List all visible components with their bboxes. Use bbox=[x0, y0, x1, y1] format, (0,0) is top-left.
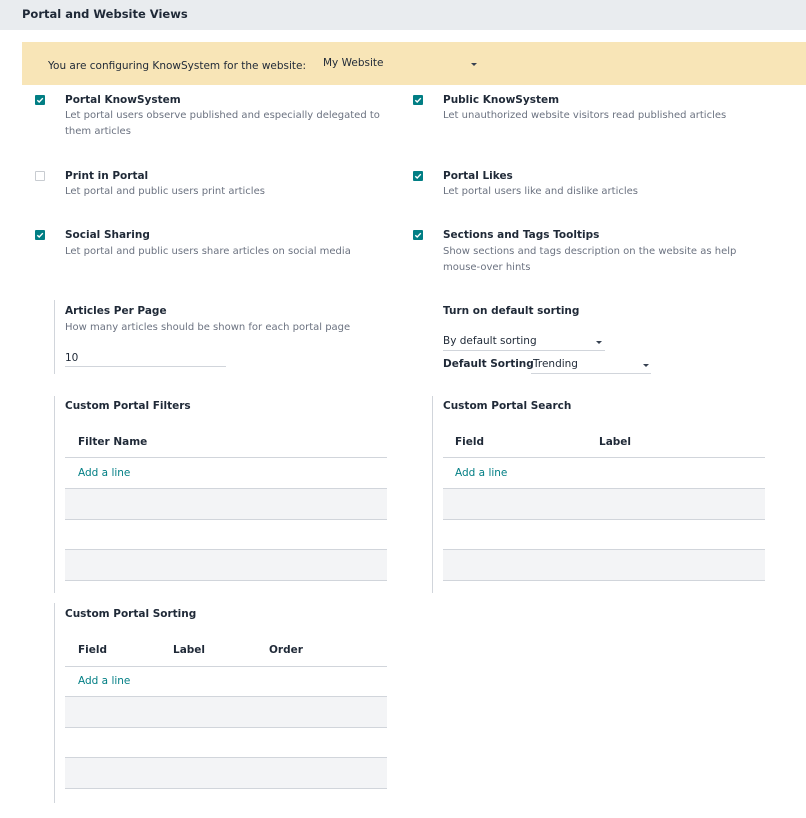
table-row bbox=[65, 758, 387, 788]
table-row bbox=[65, 489, 387, 519]
social-sharing-desc: Let portal and public users share articles on social media bbox=[65, 246, 351, 257]
check-icon bbox=[413, 95, 423, 105]
portal-knowsystem-title: Portal KnowSystem bbox=[65, 94, 181, 106]
table-row-divider bbox=[65, 580, 387, 581]
check-icon bbox=[413, 171, 423, 181]
input-underline bbox=[443, 350, 605, 351]
check-icon bbox=[35, 95, 45, 105]
checkbox-portal-knowsystem[interactable] bbox=[35, 95, 45, 105]
add-line-link[interactable]: Add a line bbox=[78, 675, 131, 687]
public-knowsystem-desc: Let unauthorized website visitors read published articles bbox=[443, 110, 727, 121]
articles-per-page-desc: How many articles should be shown for each portal page bbox=[65, 322, 351, 333]
custom-sorting-table bbox=[65, 636, 387, 789]
social-sharing-title: Social Sharing bbox=[65, 229, 150, 241]
chevron-down-icon bbox=[471, 63, 477, 66]
articles-per-page-input[interactable] bbox=[65, 350, 226, 368]
chevron-down-icon bbox=[596, 341, 602, 344]
chevron-down-icon bbox=[643, 364, 649, 367]
column-header-label[interactable]: Label bbox=[173, 644, 206, 656]
sections-tooltips-desc-2: mouse-over hints bbox=[443, 262, 531, 273]
website-select-value: My Website bbox=[323, 57, 384, 69]
column-header-field[interactable]: Field bbox=[455, 436, 485, 448]
custom-search-table bbox=[443, 428, 765, 581]
divider bbox=[54, 603, 55, 803]
column-header-label[interactable]: Label bbox=[599, 436, 632, 448]
divider bbox=[54, 396, 55, 593]
articles-per-page-title: Articles Per Page bbox=[65, 305, 167, 317]
table-row-divider bbox=[443, 519, 765, 520]
column-header-filter-name[interactable]: Filter Name bbox=[78, 436, 148, 448]
default-sorting-value: Trending bbox=[533, 358, 578, 370]
check-icon bbox=[413, 230, 423, 240]
default-sorting-title: Turn on default sorting bbox=[443, 305, 580, 317]
section-title: Portal and Website Views bbox=[22, 7, 188, 21]
default-sorting-label: Default Sorting bbox=[443, 358, 534, 370]
default-sorting-select[interactable] bbox=[443, 333, 605, 351]
print-in-portal-title: Print in Portal bbox=[65, 170, 149, 182]
input-underline bbox=[65, 366, 226, 367]
default-sorting-value-select[interactable] bbox=[531, 356, 651, 374]
print-in-portal-desc: Let portal and public users print articles bbox=[65, 186, 265, 197]
add-line-link[interactable]: Add a line bbox=[78, 467, 131, 479]
table-row bbox=[65, 697, 387, 727]
portal-likes-desc: Let portal users like and dislike articles bbox=[443, 186, 638, 197]
custom-search-title: Custom Portal Search bbox=[443, 400, 572, 412]
column-header-field[interactable]: Field bbox=[78, 644, 108, 656]
table-row-divider bbox=[65, 519, 387, 520]
table-row-divider bbox=[65, 727, 387, 728]
custom-filters-title: Custom Portal Filters bbox=[65, 400, 191, 412]
website-select[interactable] bbox=[318, 54, 480, 74]
portal-knowsystem-desc: Let portal users observe published and especially delegated to bbox=[65, 110, 380, 121]
public-knowsystem-title: Public KnowSystem bbox=[443, 94, 560, 106]
column-header-order[interactable]: Order bbox=[269, 644, 303, 656]
table-row-divider bbox=[443, 580, 765, 581]
articles-per-page-value: 10 bbox=[65, 352, 79, 364]
checkbox-social-sharing[interactable] bbox=[35, 230, 45, 240]
add-line-link[interactable]: Add a line bbox=[455, 467, 508, 479]
divider bbox=[432, 396, 433, 593]
table-row bbox=[443, 489, 765, 519]
sections-tooltips-title: Sections and Tags Tooltips bbox=[443, 229, 600, 241]
table-row-divider bbox=[65, 457, 387, 458]
table-row-divider bbox=[65, 666, 387, 667]
banner-label: You are configuring KnowSystem for the website: bbox=[48, 60, 307, 72]
table-row-divider bbox=[65, 788, 387, 789]
checkbox-public-knowsystem[interactable] bbox=[413, 95, 423, 105]
custom-filters-table bbox=[65, 428, 387, 581]
checkbox-portal-likes[interactable] bbox=[413, 171, 423, 181]
sections-tooltips-desc: Show sections and tags description on the website as help bbox=[443, 246, 737, 257]
custom-sorting-title: Custom Portal Sorting bbox=[65, 608, 197, 620]
table-row bbox=[65, 550, 387, 580]
checkbox-print-in-portal[interactable] bbox=[35, 171, 45, 181]
check-icon bbox=[35, 230, 45, 240]
default-sorting-select-value: By default sorting bbox=[443, 335, 537, 347]
portal-knowsystem-desc-2: them articles bbox=[65, 126, 131, 137]
divider bbox=[54, 300, 55, 374]
input-underline bbox=[531, 373, 651, 374]
table-row bbox=[443, 550, 765, 580]
checkbox-sections-tooltips[interactable] bbox=[413, 230, 423, 240]
table-row-divider bbox=[443, 457, 765, 458]
portal-likes-title: Portal Likes bbox=[443, 170, 513, 182]
